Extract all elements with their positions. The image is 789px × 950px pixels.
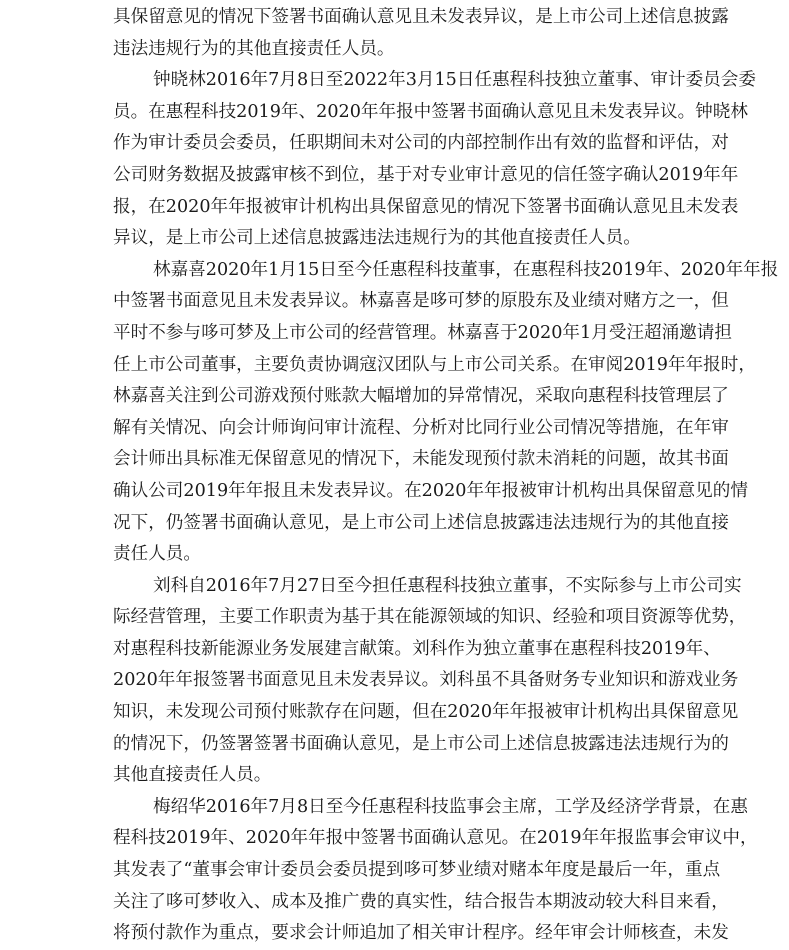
text-line: 的情况下，仍签署签署书面确认意见，是上市公司上述信息披露违法违规行为的	[113, 733, 729, 754]
text-line: 梅绍华2016年7月8日至今任惠程科技监事会主席，工学及经济学背景，在惠	[153, 796, 748, 817]
document-page	[113, 2, 779, 950]
text-line: 知识，未发现公司预付账款存在问题，但在2020年年报被审计机构出具保留意见	[113, 702, 739, 723]
text-line: 报，在2020年年报被审计机构出具保留意见的情况下签署书面确认意见且未发表	[113, 196, 739, 217]
text-line: 程科技2019年、2020年年报中签署书面确认意见。在2019年年报监事会审议中，	[113, 828, 758, 849]
paragraph-mei-shaohua	[113, 792, 758, 950]
text-line: 林嘉喜2020年1月15日至今任惠程科技董事，在惠程科技2019年、2020年年报	[153, 259, 779, 280]
text-line: 责任人员。	[113, 544, 201, 565]
text-line: 林嘉喜关注到公司游戏预付账款大幅增加的异常情况，采取向惠程科技管理层了	[113, 386, 729, 407]
text-line: 钟晓林2016年7月8日至2022年3月15日任惠程科技独立董事、审计委员会委	[153, 70, 756, 91]
paragraph-liu-ke	[113, 571, 747, 792]
text-line: 其他直接责任人员。	[113, 765, 272, 786]
text-line: 对惠程科技新能源业务发展建言献策。刘科作为独立董事在惠程科技2019年、	[113, 638, 721, 659]
text-line: 平时不参与哆可梦及上市公司的经营管理。林嘉喜于2020年1月受汪超涌邀请担	[113, 322, 732, 343]
text-line: 公司财务数据及披露审核不到位，基于对专业审计意见的信任签字确认2019年年	[113, 164, 739, 185]
text-line: 解有关情况、向会计师询问审计流程、分析对比同行业公司情况等措施，在年审	[113, 417, 729, 438]
text-line: 将预付款作为重点，要求会计师追加了相关审计程序。经年审会计师核查，未发	[113, 923, 729, 944]
text-line: 际经营管理，主要工作职责为基于其在能源领域的知识、经验和项目资源等优势，	[113, 607, 747, 628]
text-line: 中签署书面意见且未发表异议。林嘉喜是哆可梦的原股东及业绩对赌方之一，但	[113, 291, 729, 312]
paragraph-lin-jiaxi	[113, 255, 779, 571]
text-line: 会计师出具标准无保留意见的情况下，未能发现预付款未消耗的问题，故其书面	[113, 449, 729, 470]
text-line: 任上市公司董事，主要负责协调寇汉团队与上市公司关系。在审阅2019年年报时，	[113, 354, 756, 375]
text-line: 2020年年报签署书面意见且未发表异议。刘科虽不具备财务专业知识和游戏业务	[113, 670, 739, 691]
text-line: 刘科自2016年7月27日至今担任惠程科技独立董事，不实际参与上市公司实	[153, 575, 742, 596]
text-line: 作为审计委员会委员，任职期间未对公司的内部控制作出有效的监督和评估，对	[113, 133, 729, 154]
text-line: 关注了哆可梦收入、成本及推广费的真实性，结合报告本期波动较大科目来看，	[113, 891, 729, 912]
text-line: 员。在惠程科技2019年、2020年年报中签署书面确认意见且未发表异议。钟晓林	[113, 101, 748, 122]
text-line: 确认公司2019年年报且未发表异议。在2020年年报被审计机构出具保留意见的情	[113, 480, 748, 501]
paragraph-zhong-xiaolin	[113, 65, 756, 255]
text-line: 违法违规行为的其他直接责任人员。	[113, 38, 395, 59]
text-line: 异议，是上市公司上述信息披露违法违规行为的其他直接责任人员。	[113, 228, 641, 249]
text-line: 其发表了“董事会审计委员会委员提到哆可梦业绩对赌本年度是最后一年，重点	[113, 860, 721, 881]
text-line: 况下，仍签署书面确认意见，是上市公司上述信息披露违法违规行为的其他直接	[113, 512, 729, 533]
paragraph-continued	[113, 2, 729, 65]
text-line: 具保留意见的情况下签署书面确认意见且未发表异议，是上市公司上述信息披露	[113, 7, 729, 27]
